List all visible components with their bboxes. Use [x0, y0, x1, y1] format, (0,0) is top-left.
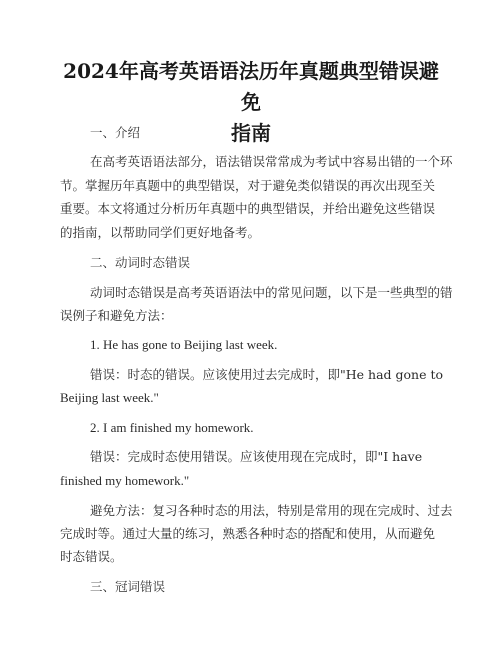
example-2: 2. I am finished my homework.: [90, 420, 254, 435]
section-heading-tense: 二、动词时态错误: [90, 255, 191, 270]
example-1-error-line-2: Beijing last week.": [60, 390, 159, 405]
title-line-2: 指南: [231, 121, 271, 145]
avoid-para-line-2: 完成时等。通过大量的练习，熟悉各种时态的搭配和使用，从而避免: [60, 526, 436, 541]
avoid-para-line-3: 时态错误。: [60, 549, 123, 564]
title-line-1: 2024年高考英语语法历年真题典型错误避免: [63, 59, 439, 114]
example-2-error-line-1: 错误：完成时态使用错误。应该使用现在完成时，即"I have: [90, 449, 423, 464]
intro-para-line-4: 的指南，以帮助同学们更好地备考。: [60, 225, 261, 240]
avoid-para-line-1: 避免方法：复习各种时态的用法，特别是常用的现在完成时、过去: [90, 503, 453, 518]
section-heading-articles: 三、冠词错误: [90, 579, 166, 594]
example-1-error-line-1: 错误：时态的错误。应该使用过去完成时，即"He had gone to: [90, 367, 443, 382]
intro-para-line-2: 节。掌握历年真题中的典型错误，对于避免类似错误的再次出现至关: [60, 178, 436, 193]
tense-intro-line-2: 误例子和避免方法：: [60, 308, 173, 323]
intro-para-line-1: 在高考英语语法部分，语法错误常常成为考试中容易出错的一个环: [90, 154, 453, 169]
example-1: 1. He has gone to Beijing last week.: [90, 337, 278, 352]
intro-para-line-3: 重要。本文将通过分析历年真题中的典型错误，并给出避免这些错误: [60, 201, 436, 216]
tense-intro-line-1: 动词时态错误是高考英语语法中的常见问题，以下是一些典型的错: [90, 285, 453, 300]
section-heading-intro: 一、介绍: [90, 125, 141, 140]
example-2-error-line-2: finished my homework.": [60, 473, 190, 488]
